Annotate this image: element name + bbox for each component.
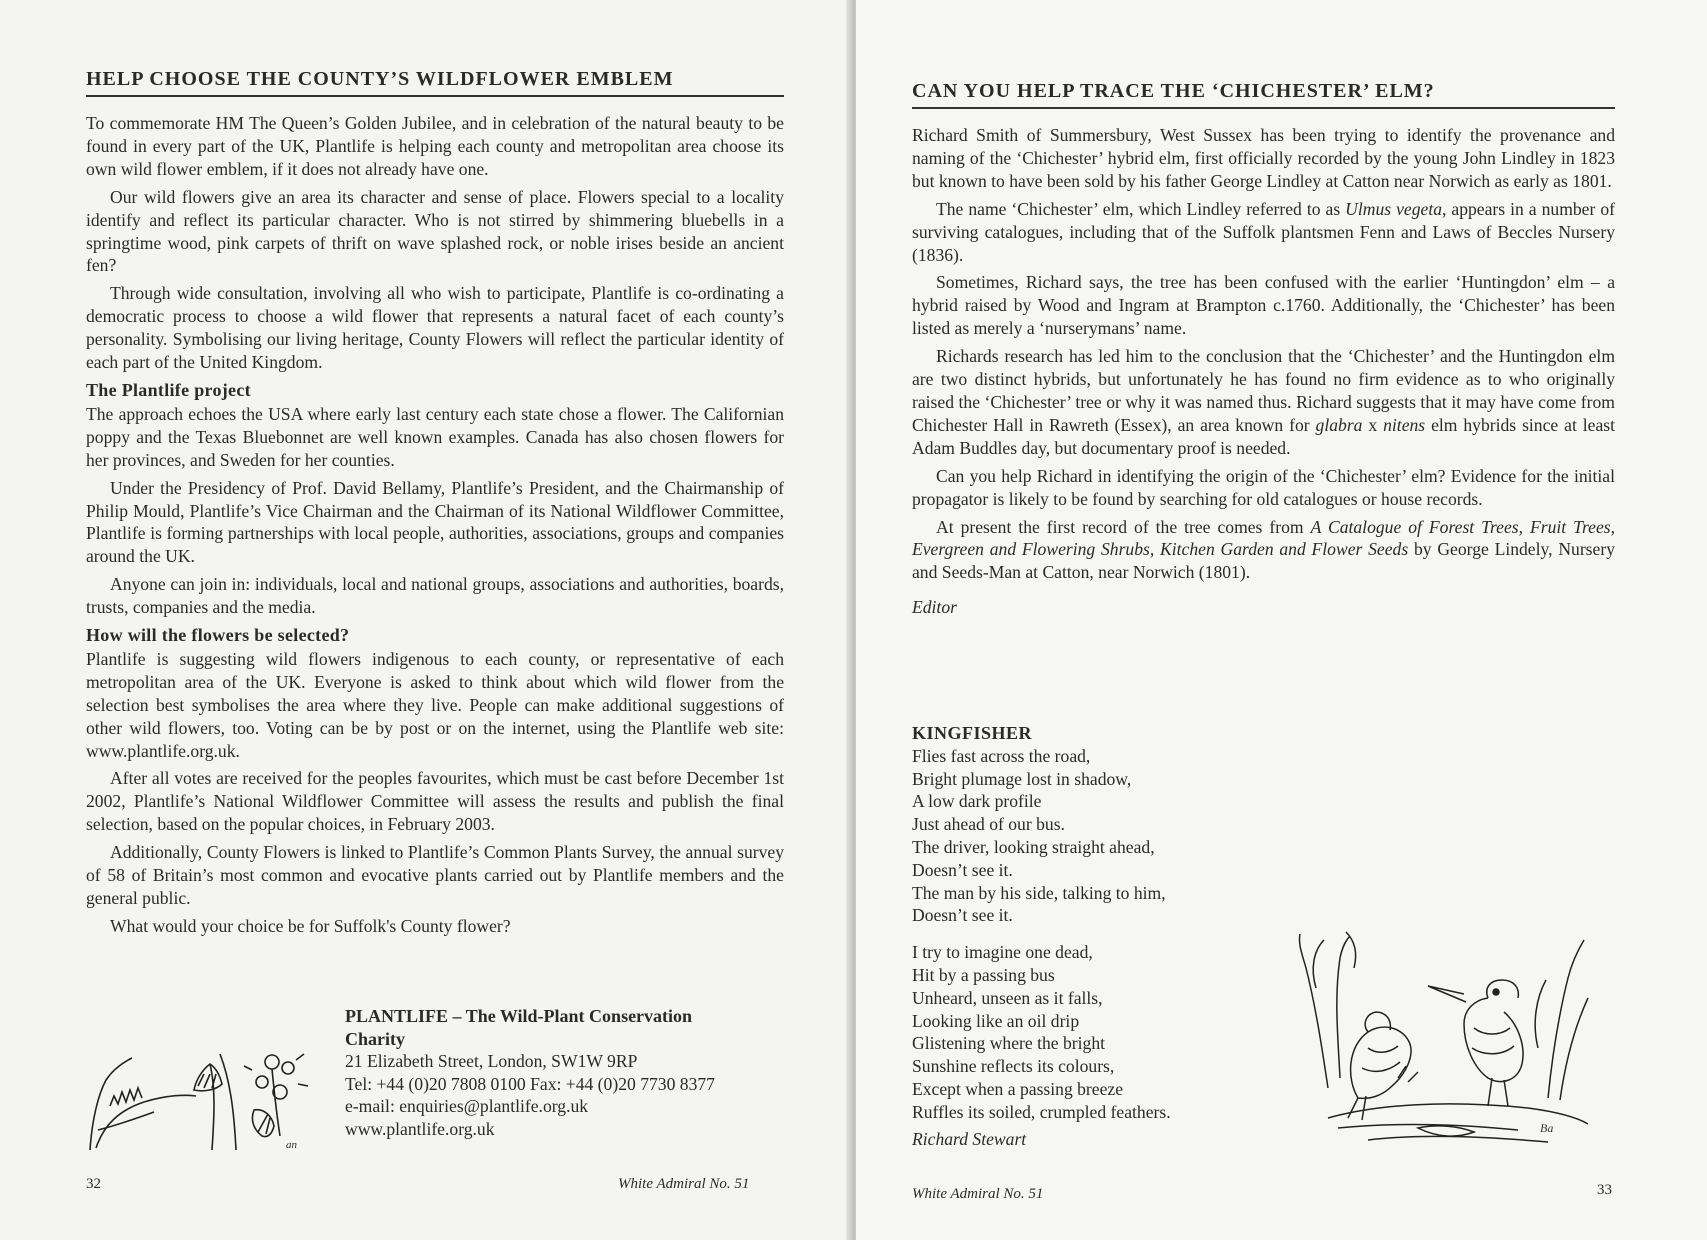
elm-paragraph-2: The name ‘Chichester’ elm, which Lindley referred to as Ulmus vegeta, appears in a number of surviving catalogues, including that of the Suffolk plantsmen Fenn and Laws of Beccles Nursery (1836). bbox=[912, 198, 1615, 265]
poem-line: Sunshine reflects its colours, bbox=[912, 1056, 1115, 1077]
illustration-signature: an bbox=[286, 1139, 297, 1151]
charity-phone-fax: Tel: +44 (0)20 7808 0100 Fax: +44 (0)20 7730 8377 bbox=[345, 1073, 715, 1094]
intro-paragraph-2: Our wild flowers give an area its character and sense of place. Flowers special to a locality identify and reflect its particular character. Who is not stirred by shimmering bluebells in a springtime wood, pink carpets of thrift on wave splashed rock, or noble irises beside an ancient fen? bbox=[86, 186, 784, 276]
elm-paragraph-5: Can you help Richard in identifying the origin of the ‘Chichester’ elm? Evidence for the initial propagator is likely to be found by searching for old catalogues or house records. bbox=[912, 465, 1615, 509]
poem-line: Flies fast across the road, bbox=[912, 745, 1091, 766]
left-page-footer: White Admiral No. 51 bbox=[618, 1176, 750, 1192]
kingfisher-poem bbox=[912, 722, 1171, 1150]
left-page bbox=[0, 0, 852, 1240]
section-heading-selection: How will the flowers be selected? bbox=[86, 625, 350, 646]
poem-line: Unheard, unseen as it falls, bbox=[912, 987, 1103, 1008]
charity-address: 21 Elizabeth Street, London, SW1W 9RP bbox=[345, 1051, 638, 1072]
left-page-heading: HELP CHOOSE THE COUNTY’S WILDFLOWER EMBLEM bbox=[86, 68, 784, 97]
project-paragraph-3: Anyone can join in: individuals, local and national groups, associations and authorities, boards, trusts, companies and the media. bbox=[86, 574, 784, 618]
section-heading-plantlife-project: The Plantlife project bbox=[86, 379, 251, 400]
charity-email: e-mail: enquiries@plantlife.org.uk bbox=[345, 1096, 589, 1117]
poem-line: The driver, looking straight ahead, bbox=[912, 836, 1155, 857]
wildflower-illustration bbox=[84, 1040, 324, 1152]
intro-paragraph-1: To commemorate HM The Queen’s Golden Jubilee, and in celebration of the natural beauty to be found in every part of the UK, Plantlife is helping each county and metropolitan area choose its own wild flower emblem, if it does not already have one. bbox=[86, 113, 784, 179]
poem-author: Richard Stewart bbox=[912, 1128, 1027, 1149]
left-page-number: 32 bbox=[86, 1176, 101, 1192]
right-article-body bbox=[912, 124, 1615, 619]
poem-title: KINGFISHER bbox=[912, 723, 1033, 743]
poem-line: Just ahead of our bus. bbox=[912, 814, 1065, 835]
poem-line: Looking like an oil drip bbox=[912, 1010, 1080, 1031]
charity-website: www.plantlife.org.uk bbox=[345, 1118, 495, 1139]
poem-line: The man by his side, talking to him, bbox=[912, 882, 1166, 903]
right-page-number: 33 bbox=[1597, 1182, 1612, 1198]
poem-line: Hit by a passing bus bbox=[912, 964, 1055, 985]
intro-paragraph-3: Through wide consultation, involving all who wish to participate, Plantlife is co-ordinating a democratic process to choose a wild flower that represents a natural facet of each county’s personality. Symbolising our living heritage, County Flowers will reflect the particular identity of each part of the United Kingdom. bbox=[86, 283, 784, 373]
poem-line: A low dark profile bbox=[912, 791, 1042, 812]
charity-name: PLANTLIFE – The Wild-Plant Conservation bbox=[345, 1006, 693, 1026]
right-page-heading: CAN YOU HELP TRACE THE ‘CHICHESTER’ ELM? bbox=[912, 80, 1615, 109]
editor-signoff: Editor bbox=[912, 597, 957, 618]
project-paragraph-1: The approach echoes the USA where early last century each state chose a flower. The Californian poppy and the Texas Bluebonnet are well known examples. Canada has also chosen flowers for her provinces, and Sweden for her counties. bbox=[86, 403, 784, 470]
kingfisher-illustration bbox=[1288, 928, 1598, 1153]
selection-paragraph-4: What would your choice be for Suffolk's County flower? bbox=[110, 915, 511, 936]
selection-paragraph-2: After all votes are received for the peoples favourites, which must be cast before December 1st 2002, Plantlife’s National Wildflower Committee will assess the results and publish the final selection, based on the popular choices, in February 2003. bbox=[86, 768, 784, 835]
illustration-signature: Ba bbox=[1540, 1121, 1554, 1135]
right-page-footer: White Admiral No. 51 bbox=[912, 1186, 1044, 1202]
charity-name-cont: Charity bbox=[345, 1028, 405, 1049]
elm-paragraph-4: Richards research has led him to the conclusion that the ‘Chichester’ and the Huntingdon elm are two distinct hybrids, but unfortunately he has found no firm evidence as to who originally raised the ‘Chichester’ tree or why it was named thus. Richard suggests that it may have come from Chichester Hall in Rawreth (Essex), an area known for glabra x nitens elm hybrids since at least Adam Buddles day, but documentary proof is needed. bbox=[912, 346, 1615, 458]
selection-paragraph-1: Plantlife is suggesting wild flowers indigenous to each county, or representative of each metropolitan area of the UK. Everyone is asked to think about which wild flower from the selection best symbolises the area where they live. People can make additional suggestions of other wild flowers, too. Voting can be by post or on the internet, using the Plantlife web site: www.plantlife.org.uk. bbox=[86, 648, 784, 761]
plantlife-contact-block bbox=[345, 1005, 715, 1141]
elm-paragraph-3: Sometimes, Richard says, the tree has been confused with the earlier ‘Huntingdon’ elm – a hybrid raised by Wood and Ingram at Brampton c.1760. Additionally, the ‘Chichester’ has been listed as merely a ‘nurserymans’ name. bbox=[912, 272, 1615, 339]
elm-paragraph-6: At present the first record of the tree comes from A Catalogue of Forest Trees, Fruit Trees, Evergreen and Flowering Shrubs, Kitchen Garden and Flower Seeds by George Lindely, Nursery and Seeds-Man at Catton, near Norwich (1801). bbox=[912, 516, 1616, 583]
project-paragraph-2: Under the Presidency of Prof. David Bellamy, Plantlife’s President, and the Chairmanship of Philip Mould, Plantlife’s Vice Chairman and the Chairman of its National Wildflower Committee, Plantlife is forming partnerships with local people, authorities, associations, groups and companies around the UK. bbox=[86, 477, 784, 567]
elm-paragraph-1: Richard Smith of Summersbury, West Sussex has been trying to identify the provenance and naming of the ‘Chichester’ hybrid elm, first officially recorded by the young John Lindley in 1823 but known to have been sold by his father George Lindley at Catton near Norwich as early as 1801. bbox=[912, 125, 1615, 191]
poem-line: Doesn’t see it. bbox=[912, 859, 1013, 880]
poem-line: Doesn’t see it. bbox=[912, 905, 1013, 926]
poem-line: I try to imagine one dead, bbox=[912, 942, 1093, 963]
poem-line: Glistening where the bright bbox=[912, 1033, 1105, 1054]
poem-line: Except when a passing breeze bbox=[912, 1078, 1124, 1099]
selection-paragraph-3: Additionally, County Flowers is linked to Plantlife’s Common Plants Survey, the annual survey of 58 of Britain’s most common and evocative plants carried out by Plantlife members and the general public. bbox=[86, 842, 784, 908]
poem-line: Bright plumage lost in shadow, bbox=[912, 768, 1132, 789]
right-page bbox=[856, 0, 1707, 1240]
poem-line: Ruffles its soiled, crumpled feathers. bbox=[912, 1101, 1171, 1122]
left-article-body bbox=[86, 112, 784, 943]
